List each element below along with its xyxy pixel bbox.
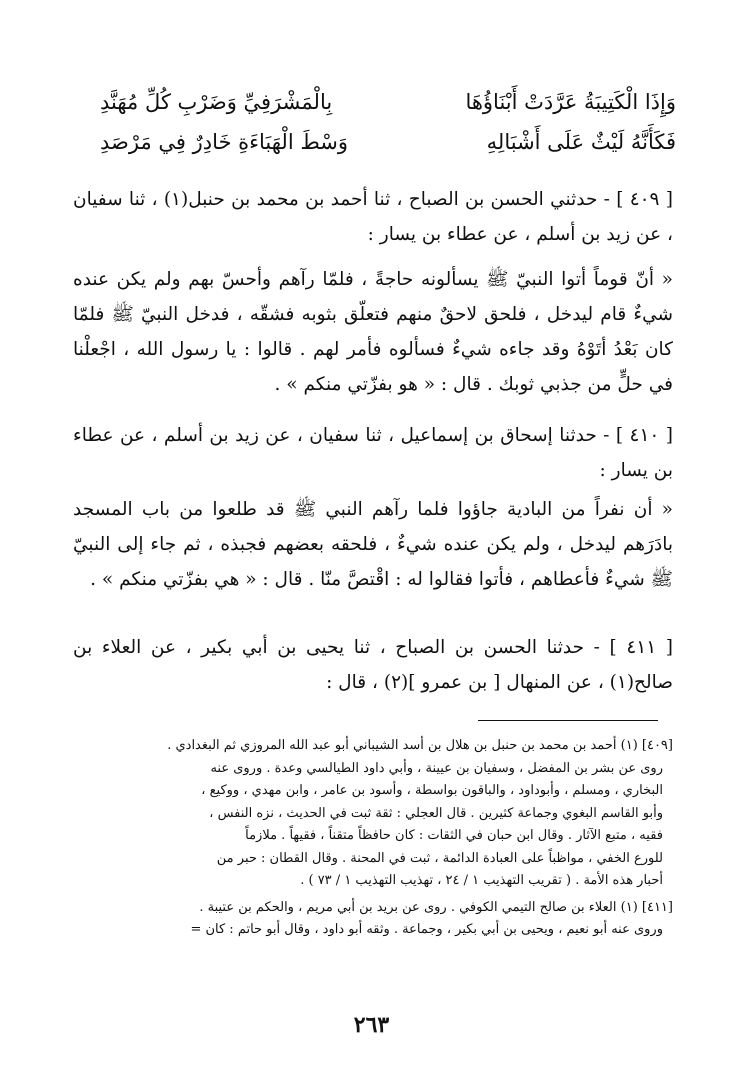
hadith-matn-text: « أن نفراً من البادية جاؤوا فلما رآهم النبي ﷺ قد طلعوا من باب المسجد بادَرَهم ليدخل ، ولم يكن عنده شيءٌ ، فلحقه بعضهم فجبذه ، ثم جاء إلى النبيّ ﷺ شيءٌ فأعطاهم ، فأتوا فقالوا له : اقْتصَّ منّا . قال : « هي بفزّتي منكم » . xyxy=(73,499,673,590)
footnote-line: وأبو القاسم البغوي وجماعة كثيرين . قال العجلي : ثقة ثبت في الحديث ، نزه النفس ، xyxy=(209,805,663,821)
footnote-line: فقيه ، متبع الآثار . وقال ابن حبان في الثقات : كان حافظاً متقناً ، فقيهاً . ملازماً xyxy=(245,828,663,843)
verse-line-1 xyxy=(100,82,676,122)
poem-verses xyxy=(100,82,676,162)
hadith-410-matn xyxy=(73,492,673,597)
footnote-divider xyxy=(478,720,658,721)
verse-1-first-hemistich: وَإِذَا الْكَتِيبَةُ عَرَّدَتْ أَبْنَاؤُهَا xyxy=(465,90,676,114)
footnote-line: روى عن بشر بن المفضل ، وسفيان بن عيينة ، وأبي داود الطيالسي وعدة . وروى عنه xyxy=(210,760,663,776)
footnote-label: [٤١١] (١) xyxy=(620,899,673,915)
hadith-number: [ ٤١١ ] xyxy=(609,637,674,658)
footnote-line: أحبار هذه الأمة . ( تقريب التهذيب ١ / ٢٤ ، تهذيب التهذيب ١ / ٧٣ ) . xyxy=(300,873,663,888)
hadith-409-isnad xyxy=(73,182,673,252)
hadith-number: [ ٤١٠ ] xyxy=(615,425,673,446)
footnote-text: العلاء بن صالح التيمي الكوفي . روى عن بريد بن أبي مريم ، والحكم بن عتيبة . xyxy=(199,899,617,915)
hadith-isnad-text: - حدثني الحسن بن الصباح ، ثنا أحمد بن محمد بن حنبل(١) ، ثنا سفيان ، عن زيد بن أسلم ، عن عطاء بن يسار : xyxy=(73,189,673,245)
footnote-line: وروى عنه أبو نعيم ، ويحيى بن أبي بكير ، وجماعة . وثقه أبو داود ، وقال أبو حاتم : كان = xyxy=(190,922,663,937)
footnote-411-heading xyxy=(73,897,673,920)
hadith-number: [ ٤٠٩ ] xyxy=(616,189,673,210)
page-number: ٢٦٣ xyxy=(353,1012,390,1038)
hadith-isnad-text: - حدثنا إسحاق بن إسماعيل ، ثنا سفيان ، عن زيد بن أسلم ، عن عطاء بن يسار : xyxy=(73,425,673,481)
hadith-411-isnad xyxy=(73,630,673,700)
verse-2-first-hemistich: فَكَأَنَّهُ لَيْثٌ عَلَى أَشْبَالِهِ xyxy=(486,130,676,154)
verse-2-second-hemistich: وَسْطَ الْهَبَاءَةِ خَادِرٌ فِي مَرْصَدِ xyxy=(100,130,349,154)
footnotes xyxy=(73,735,673,942)
footnote-text: أحمد بن محمد بن حنبل بن هلال بن أسد الشيباني أبو عبد الله المروزي ثم البغدادي . xyxy=(167,738,617,753)
footnote-label: [٤٠٩] (١) xyxy=(620,738,673,753)
hadith-isnad-text: - حدثنا الحسن بن الصباح ، ثنا يحيى بن أبي بكير ، عن العلاء بن صالح(١) ، عن المنهال [ بن عمرو ](٢) ، قال : xyxy=(73,637,673,693)
footnote-line: البخاري ، ومسلم ، وأبوداود ، والباقون بواسطة ، وأسود بن عامر ، وابن مهدي ، ووكيع ، xyxy=(201,783,663,798)
footnote-line: للورع الخفي ، مواظباً على العبادة الدائمة ، ثبت في المحنة . وقال القطان : حبر من xyxy=(216,850,663,866)
hadith-410-isnad xyxy=(73,418,673,488)
verse-line-2 xyxy=(100,122,676,162)
hadith-409-matn xyxy=(73,262,673,402)
footnote-409-heading xyxy=(73,735,673,758)
verse-1-second-hemistich: بِالْمَشْرَفِيِّ وَضَرْبِ كُلِّ مُهَنَّدِ xyxy=(100,90,333,114)
hadith-matn-text: « أنّ قوماً أتوا النبيّ ﷺ يسألونه حاجةً ، فلمّا رآهم وأحسّ بهم ولم يكن عنده شيءٌ قام ليدخل ، فلحق لاحقٌ منهم فتعلّق بثوبه فشقّه ، فدخل النبيّ ﷺ فلمّا كان بَعْدُ أتَوْهُ وقد جاءه شيءٌ فسألوه فأمر لهم . قالوا : يا رسول الله ، اجْعلْنا في حلٍّ من جذبي ثوبك . قال : « هو بفزّتي منكم » . xyxy=(73,269,673,395)
